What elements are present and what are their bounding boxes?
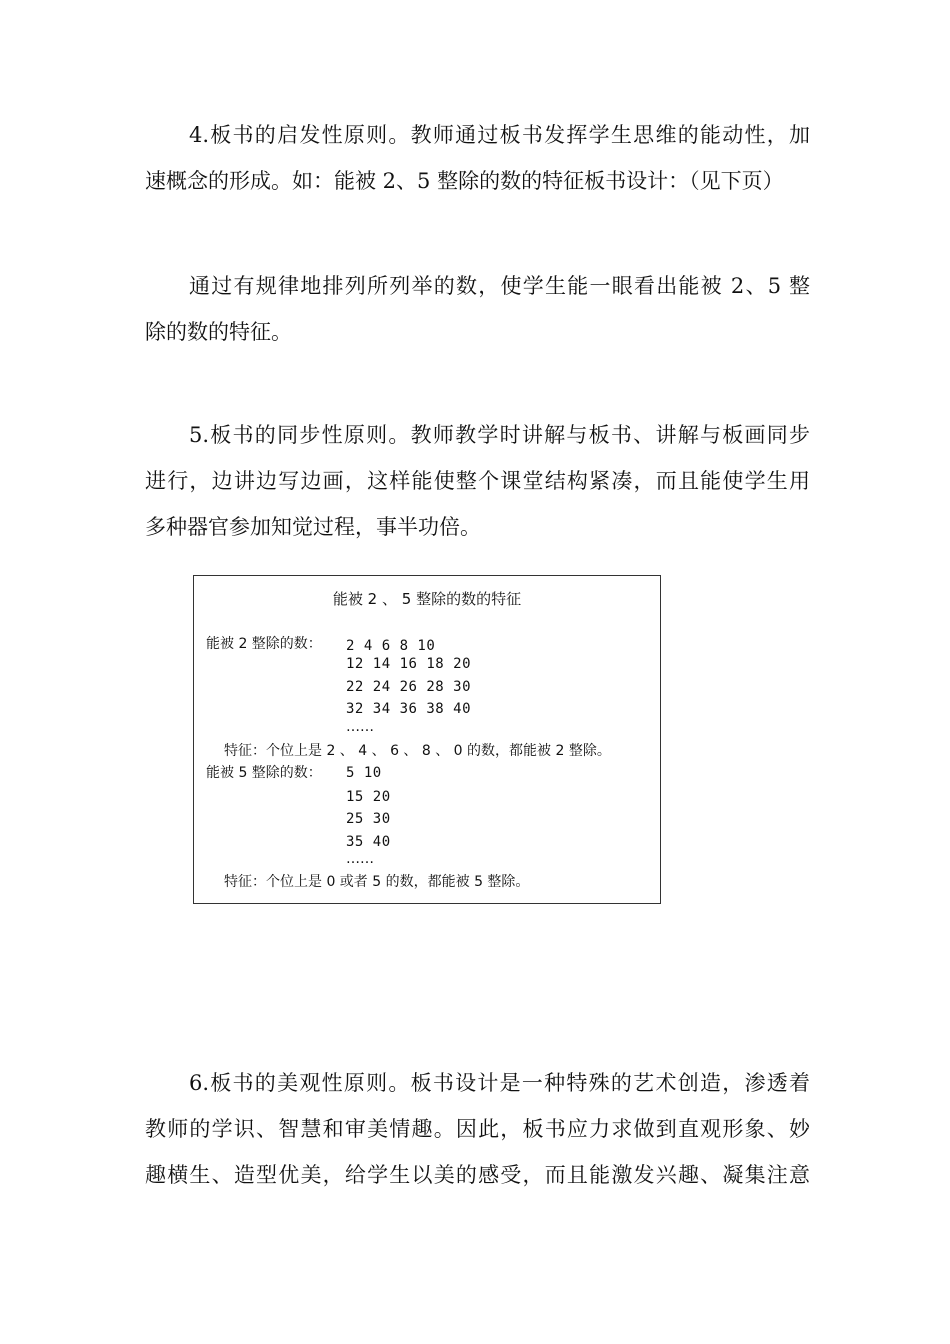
text-line: 趣横生、造型优美，给学生以美的感受，而且能激发兴趣、凝集注意 (145, 1163, 810, 1187)
div5-row: 35 40 (346, 834, 391, 850)
text-line: 6.板书的美观性原则。板书设计是一种特殊的艺术创造，渗透着 (189, 1071, 810, 1095)
div2-row: 2 4 6 8 10 (346, 638, 436, 654)
blackboard-design-figure (193, 575, 661, 904)
div2-ellipsis: …… (346, 719, 374, 735)
text-line: 教师的学识、智慧和审美情趣。因此，板书应力求做到直观形象、妙 (145, 1117, 810, 1141)
paragraph-principle-4 (145, 112, 810, 204)
div2-feature: 特征：个位上是 2 、 4 、 6 、 8 、 0 的数，都能被 2 整除。 (224, 743, 611, 759)
text-line: 除的数的特征。 (145, 320, 292, 344)
div5-row: 15 20 (346, 789, 391, 805)
div5-label: 能被 5 整除的数： (206, 765, 322, 781)
text-line: 进行，边讲边写边画，这样能使整个课堂结构紧凑，而且能使学生用 (145, 469, 810, 493)
text-line: 5.板书的同步性原则。教师教学时讲解与板书、讲解与板画同步 (189, 423, 810, 447)
div2-row: 32 34 36 38 40 (346, 701, 472, 717)
paragraph-explanation (145, 263, 810, 355)
div5-ellipsis: …… (346, 851, 374, 867)
text-line: 速概念的形成。如：能被 2、5 整除的数的特征板书设计：（见下页） (145, 169, 784, 193)
div5-row: 5 10 (346, 765, 382, 781)
div2-row: 22 24 26 28 30 (346, 679, 472, 695)
text-line: 通过有规律地排列所列举的数，使学生能一眼看出能被 2、5 整 (189, 274, 810, 298)
paragraph-principle-6 (145, 1060, 810, 1198)
text-line: 多种器官参加知觉过程，事半功倍。 (145, 515, 481, 539)
board-title: 能被 2 、 5 整除的数的特征 (332, 590, 522, 608)
div2-label: 能被 2 整除的数： (206, 636, 322, 652)
div2-row: 12 14 16 18 20 (346, 656, 472, 672)
text-line: 4.板书的启发性原则。教师通过板书发挥学生思维的能动性，加 (189, 123, 810, 147)
paragraph-principle-5 (145, 412, 810, 550)
div5-row: 25 30 (346, 811, 391, 827)
div5-feature: 特征：个位上是 0 或者 5 的数，都能被 5 整除。 (224, 874, 530, 890)
